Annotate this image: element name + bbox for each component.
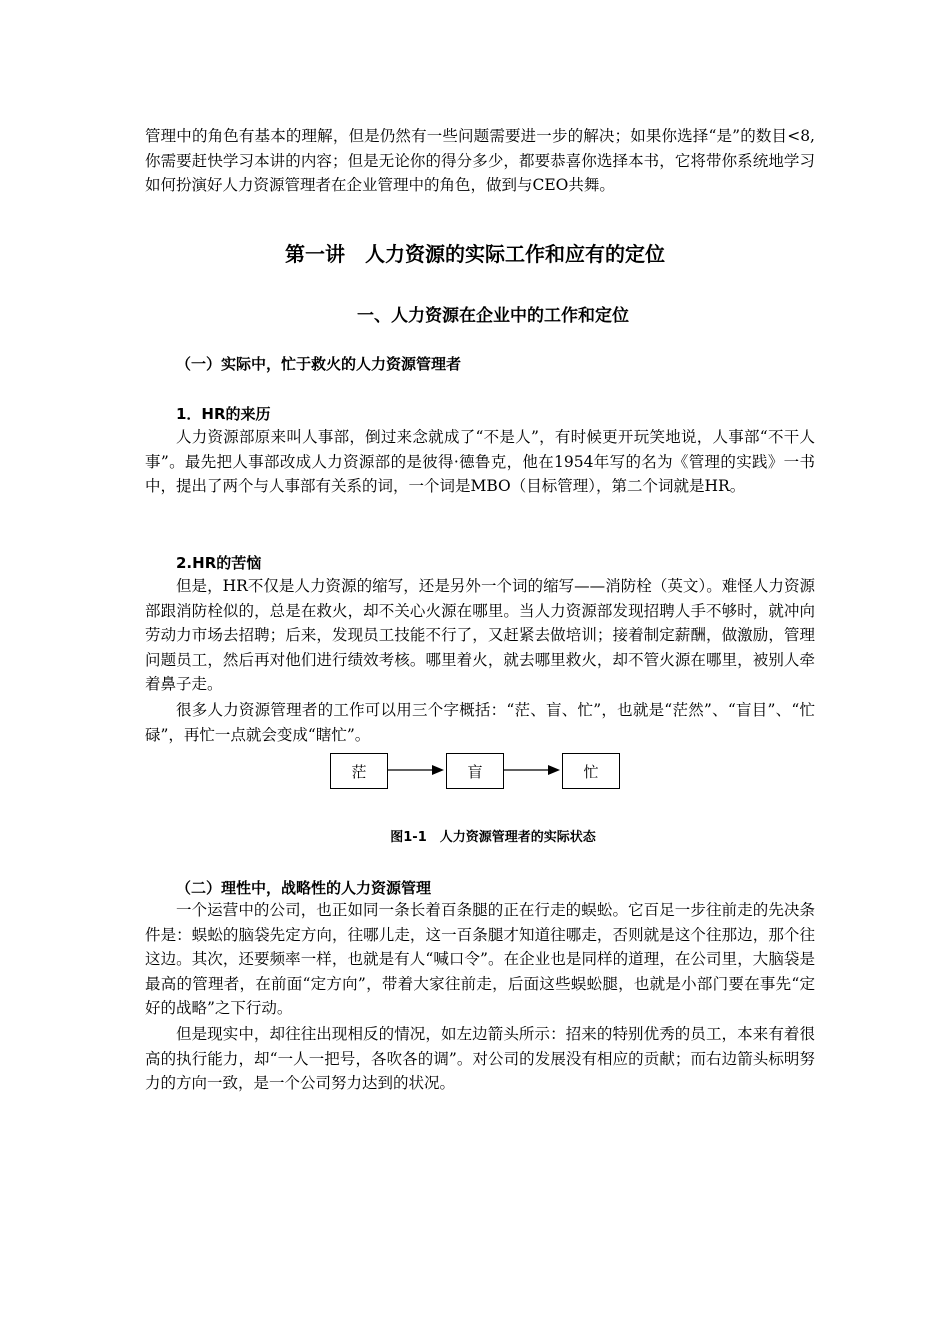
subsection-1-title: （一）实际中，忙于救火的人力资源管理者 (176, 355, 462, 373)
arrow-right-icon (388, 753, 446, 789)
subsection-2-text-a: 一个运营中的公司，也正如同一条长着百条腿的正在行走的蜈蚣。它百足一步往前走的先决条件是：蜈蚣的脑袋先定方向，往哪儿走，这一百条腿才知道往哪走，否则就是这个往那边，那个往这边。其次，还要频率一样，也就是有人“喊口令”。在企业也是同样的道理，在公司里，大脑袋是最高的管理者，在前面“定方向”，带着大家往前走，后面这些蜈蚣腿，也就是小部门要在事先“定好的战略”之下行动。 (145, 901, 815, 1017)
figure-caption: 图1-1 人力资源管理者的实际状态 (390, 830, 596, 845)
subsection-2-text-b: 但是现实中，却往往出现相反的情况，如左边箭头所示：招来的特别优秀的员工，本来有着很高的执行能力，却“一人一把号，各吹各的调”。对公司的发展没有相应的贡献；而右边箭头标明努力的方向一致，是一个公司努力达到的状况。 (145, 1025, 815, 1092)
flow-diagram (330, 753, 622, 795)
item-2-text-a: 但是，HR不仅是人力资源的缩写，还是另外一个词的缩写——消防栓（英文）。难怪人力资源部跟消防栓似的，总是在救火，却不关心火源在哪里。当人力资源部发现招聘人手不够时，就冲向劳动力市场去招聘；后来，发现员工技能不行了，又赶紧去做培训；接着制定薪酬，做激励，管理问题员工，然后再对他们进行绩效考核。哪里着火，就去哪里救火，却不管火源在哪里，被别人牵着鼻子走。 (145, 577, 815, 693)
item-2-title: 2.HR的苦恼 (176, 554, 262, 572)
item-2-text-b: 很多人力资源管理者的工作可以用三个字概括：“茫、盲、忙”，也就是“茫然”、“盲目”、“忙碌”，再忙一点就会变成“瞎忙”。 (145, 701, 815, 744)
section-title: 一、人力资源在企业中的工作和定位 (357, 306, 629, 326)
flow-box-1: 茫 (330, 753, 388, 789)
flow-box-2: 盲 (446, 753, 504, 789)
subsection-2-title: （二）理性中，战略性的人力资源管理 (176, 879, 432, 897)
item-1-title: 1．HR的来历 (176, 405, 271, 423)
intro-paragraph: 管理中的角色有基本的理解，但是仍然有一些问题需要进一步的解决；如果你选择“是”的数目<8,你需要赶快学习本讲的内容；但是无论你的得分多少，都要恭喜你选择本书，它将带你系统地学习如何扮演好人力资源管理者在企业管理中的角色，做到与CEO共舞。 (145, 127, 815, 194)
flow-box-3: 忙 (562, 753, 620, 789)
lecture-title: 第一讲 人力资源的实际工作和应有的定位 (285, 242, 665, 266)
arrow-right-icon (504, 753, 562, 789)
item-1-text: 人力资源部原来叫人事部，倒过来念就成了“不是人”，有时候更开玩笑地说，人事部“不干人事”。最先把人事部改成人力资源部的是彼得·德鲁克，他在1954年写的名为《管理的实践》一书中，提出了两个与人事部有关系的词，一个词是MBO（目标管理），第二个词就是HR。 (145, 428, 815, 495)
